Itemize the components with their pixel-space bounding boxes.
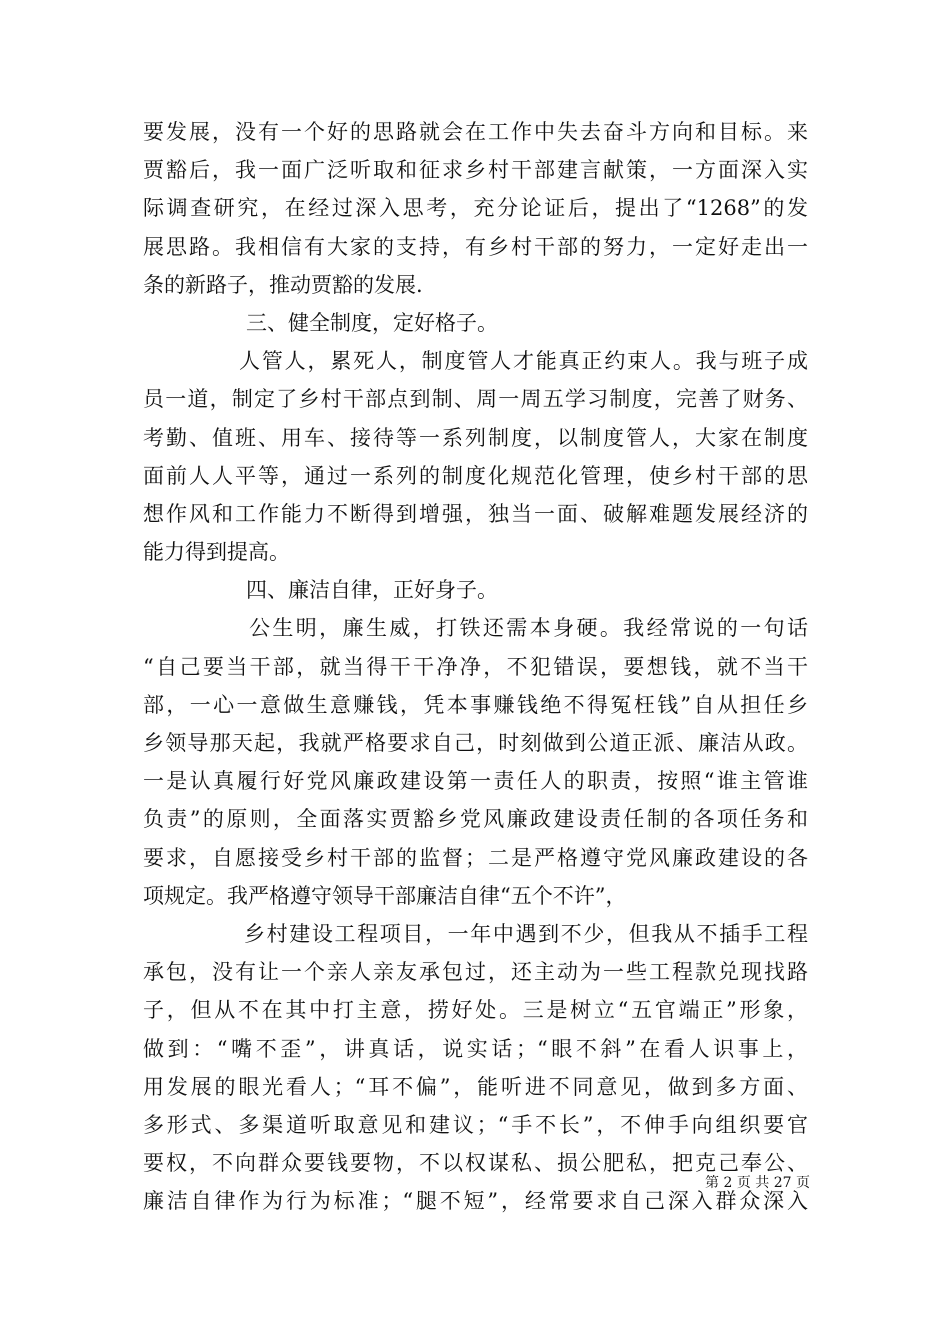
text-line: 要权，不向群众要钱要物，不以权谋私、损公肥私，把克己奉公、 bbox=[143, 1151, 808, 1176]
text-line: 公生明，廉生威，打铁还需本身硬。我经常说的一句话 bbox=[249, 616, 808, 641]
text-line: 多形式、多渠道听取意见和建议；“手不长”，不伸手向组织要官 bbox=[143, 1112, 808, 1137]
text-line: 廉洁自律作为行为标准；“腿不短”，经常要求自己深入群众深入 bbox=[143, 1189, 808, 1214]
text-line: 承包，没有让一个亲人亲友承包过，还主动为一些工程款兑现找路 bbox=[143, 960, 808, 985]
text-line: 贾豁后，我一面广泛听取和征求乡村干部建言献策，一方面深入实 bbox=[143, 158, 808, 183]
text-line: 考勤、值班、用车、接待等一系列制度，以制度管人，大家在制度 bbox=[143, 425, 808, 450]
text-line: 一是认真履行好党风廉政建设第一责任人的职责，按照“谁主管谁 bbox=[143, 769, 808, 794]
text-line: 乡村建设工程项目，一年中遇到不少，但我从不插手工程 bbox=[244, 921, 808, 946]
text-line: 人管人，累死人，制度管人才能真正约束人。我与班子成 bbox=[239, 349, 808, 374]
text-line: 面前人人平等，通过一系列的制度化规范化管理，使乡村干部的思 bbox=[143, 463, 808, 488]
text-line: 条的新路子，推动贾豁的发展. bbox=[143, 272, 423, 297]
text-line: 要发展，没有一个好的思路就会在工作中失去奋斗方向和目标。来 bbox=[143, 120, 808, 144]
section-heading: 四、廉洁自律，正好身子。 bbox=[246, 578, 498, 603]
text-line: 想作风和工作能力不断得到增强，独当一面、破解难题发展经济的 bbox=[143, 501, 808, 526]
text-line: 做到：“嘴不歪”，讲真话，说实话；“眼不斜”在看人识事上， bbox=[143, 1036, 808, 1061]
text-line: 乡领导那天起，我就严格要求自己，时刻做到公道正派、廉洁从政。 bbox=[143, 731, 808, 755]
text-line: 要求，自愿接受乡村干部的监督；二是严格遵守党风廉政建设的各 bbox=[143, 845, 808, 870]
text-line: 能力得到提高。 bbox=[143, 540, 290, 565]
text-line: 部，一心一意做生意赚钱，凭本事赚钱绝不得冤枉钱”自从担任乡 bbox=[143, 692, 808, 717]
page-number: 第 2 页 共 27 页 bbox=[705, 1175, 810, 1191]
text-line: “自己要当干部，就当得干干净净，不犯错误，要想钱，就不当干 bbox=[143, 654, 808, 679]
text-line: 用发展的眼光看人；“耳不偏”，能听进不同意见，做到多方面、 bbox=[143, 1074, 808, 1099]
text-line: 子，但从不在其中打主意，捞好处。三是树立“五官端正”形象， bbox=[143, 998, 808, 1023]
text-line: 员一道，制定了乡村干部点到制、周一周五学习制度，完善了财务、 bbox=[143, 387, 808, 412]
text-line: 际调查研究，在经过深入思考，充分论证后，提出了“1268”的发 bbox=[143, 196, 808, 221]
text-line: 负责”的原则，全面落实贾豁乡党风廉政建设责任制的各项任务和 bbox=[143, 807, 808, 832]
body-text bbox=[143, 113, 808, 1220]
text-line: 展思路。我相信有大家的支持，有乡村干部的努力，一定好走出一 bbox=[143, 234, 808, 259]
section-heading: 三、健全制度，定好格子。 bbox=[246, 310, 498, 335]
text-line: 项规定。我严格遵守领导干部廉洁自律“五个不许”， bbox=[143, 883, 627, 908]
